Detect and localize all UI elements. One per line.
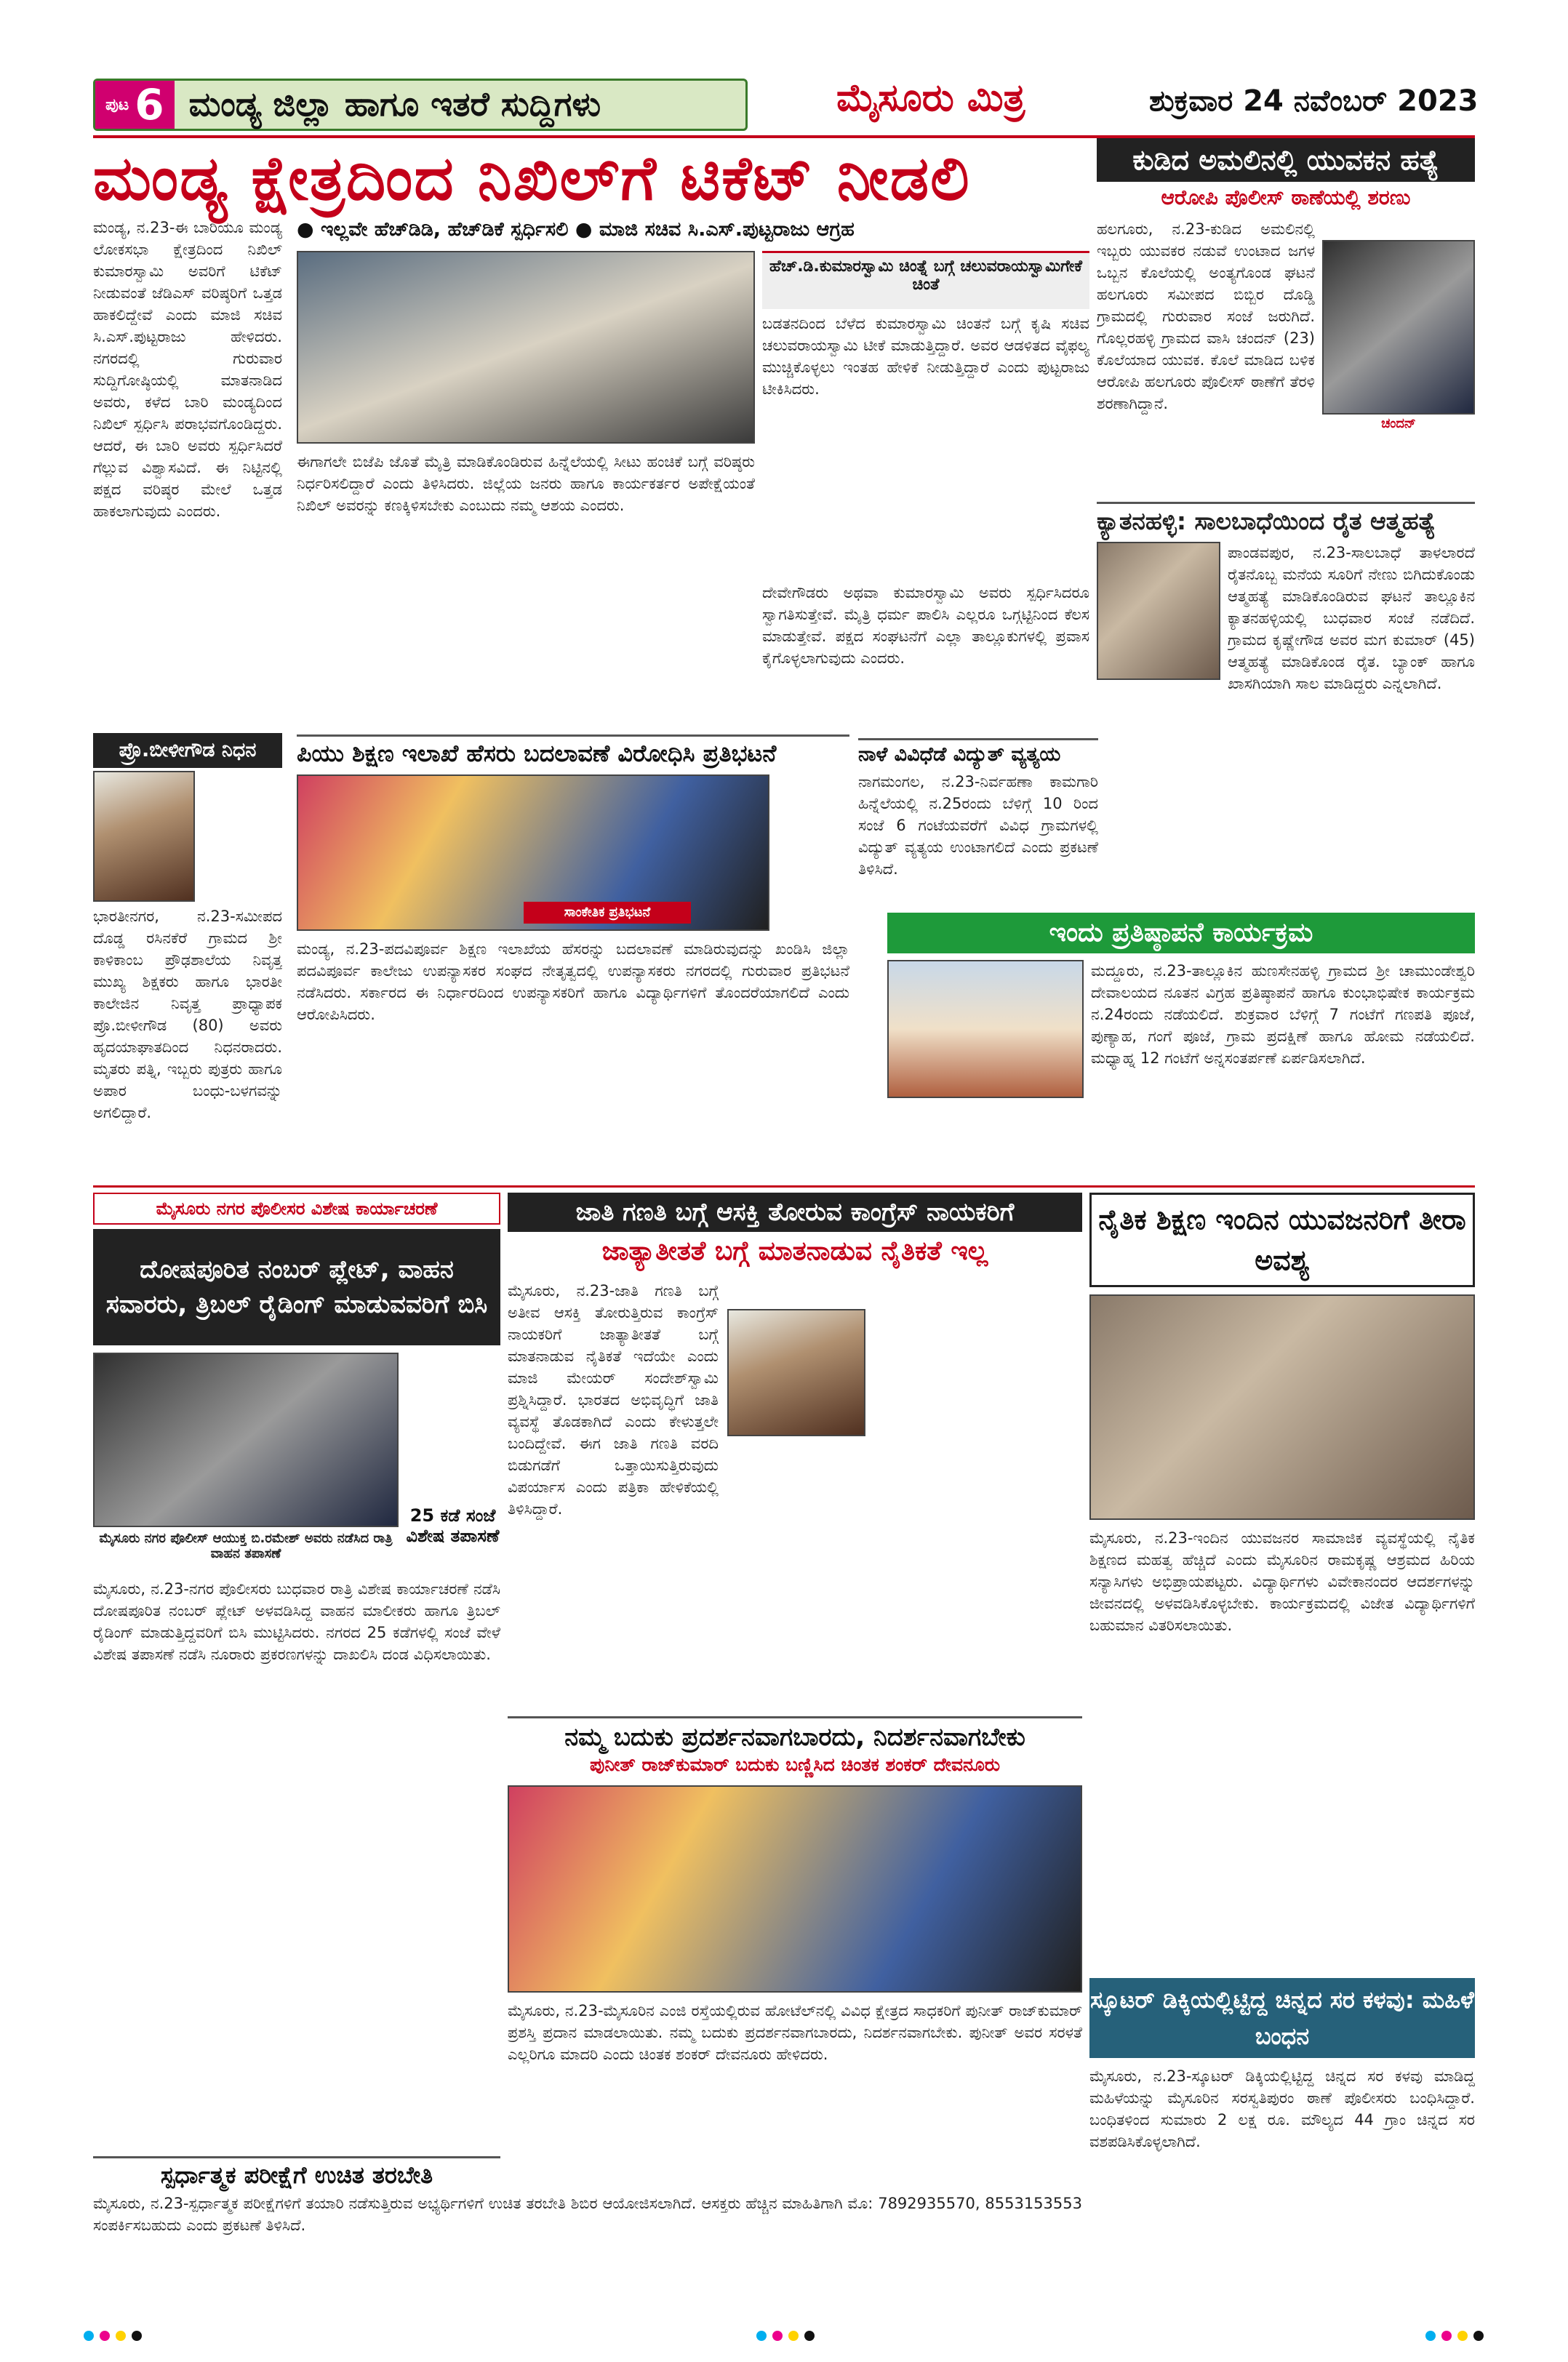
pu-headline: ಪಿಯು ಶಿಕ್ಷಣ ಇಲಾಖೆ ಹೆಸರು ಬದಲಾವಣೆ ವಿರೋಧಿಸಿ ಪ್ರತಿಭಟನೆ [297, 734, 849, 768]
caste-headline: ಜಾತಿ ಗಣತಿ ಬಗ್ಗೆ ಆಸಕ್ತಿ ತೋರುವ ಕಾಂಗ್ರೆಸ್ ನಾಯಕರಿಗೆ [508, 1193, 1082, 1232]
page-number-box [95, 81, 175, 129]
lead-inset-text: ಬಡತನದಿಂದ ಬೆಳೆದ ಕುಮಾರಸ್ವಾಮಿ ಚಿಂತನೆ ಬಗ್ಗೆ ಕೃಷಿ ಸಚಿವ ಚಲುವರಾಯಸ್ವಾಮಿ ಟೀಕೆ ಮಾಡುತ್ತಿದ್ದಾರೆ. ಅವರ ಆಡಳಿತದ ವೈಫಲ್ಯ ಮುಚ್ಚಿಕೊಳ್ಳಲು ಇಂತಹ ಹೇಳಿಕೆ ನೀಡುತ್ತಿದ್ದಾರೆ ಎಂದು ಪುಟ್ಟರಾಜು ಟೀಕಿಸಿದರು. [762, 315, 1089, 398]
police-headline: ದೋಷಪೂರಿತ ನಂಬರ್ ಪ್ಲೇಟ್, ವಾಹನ ಸವಾರರು, ತ್ರಿಬಲ್ ರೈಡಿಂಗ್ ಮಾಡುವವರಿಗೆ ಬಿಸಿ [93, 1229, 500, 1345]
lead-subhead: ● ಇಲ್ಲವೇ ಹೆಚ್‌ಡಿಡಿ, ಹೆಚ್‌ಡಿಕೆ ಸ್ಪರ್ಧಿಸಲಿ ● ಮಾಜಿ ಸಚಿವ ಸಿ.ಎಸ್.ಪುಟ್ಟರಾಜು ಆಗ್ರಹ [297, 218, 855, 241]
page-label: ಪುಟ [105, 95, 129, 114]
issue-date: ಶುಕ್ರವಾರ 24 ನವೆಂಬರ್ 2023 [1149, 84, 1479, 118]
crime-subhead: ಆರೋಪಿ ಪೊಲೀಸ್ ಠಾಣೆಯಲ್ಲಿ ಶರಣು [1161, 185, 1411, 209]
mid-page-rule [93, 1185, 1475, 1188]
crime-banner: ಕುಡಿದ ಅಮಲಿನಲ್ಲಿ ಯುವಕನ ಹತ್ಯೆ [1097, 138, 1475, 182]
registration-marks-center [756, 2331, 815, 2341]
caste-text: ಮೈಸೂರು, ನ.23-ಜಾತಿ ಗಣತಿ ಬಗ್ಗೆ ಅತೀವ ಆಸಕ್ತಿ ತೋರುತ್ತಿರುವ ಕಾಂಗ್ರೆಸ್ ನಾಯಕರಿಗೆ ಜಾತ್ಯಾತೀತತೆ ಬಗ್ಗೆ ಮಾತನಾಡುವ ನೈತಿಕತೆ ಇದೆಯೇ ಎಂದು ಮಾಜಿ ಮೇಯರ್ ಸಂದೇಶ್‌ಸ್ವಾಮಿ ಪ್ರಶ್ನಿಸಿದ್ದಾರೆ. ಭಾರತದ ಅಭಿವೃದ್ಧಿಗೆ ಜಾತಿ ವ್ಯವಸ್ಥೆ ತೊಡಕಾಗಿದೆ ಎಂದು ಕೇಳುತ್ತಲೇ ಬಂದಿದ್ದೇವೆ. ಈಗ ಜಾತಿ ಗಣತಿ ವರದಿ ಬಿಡುಗಡೆಗೆ ಒತ್ತಾಯಿಸುತ್ತಿರುವುದು ವಿಪರ್ಯಾಸ ಎಂದು ಪತ್ರಿಕಾ ಹೇಳಿಕೆಯಲ್ಲಿ ತಿಳಿಸಿದ್ದಾರೆ. [508, 1282, 719, 1518]
crime-photo-caption: ಚಂದನ್ [1381, 416, 1416, 431]
farmer-text: ಪಾಂಡವಪುರ, ನ.23-ಸಾಲಬಾಧೆ ತಾಳಲಾರದೆ ರೈತನೊಬ್ಬ ಮನೆಯ ಸೂರಿಗೆ ನೇಣು ಬಿಗಿದುಕೊಂಡು ಆತ್ಮಹತ್ಯೆ ಮಾಡಿಕೊಂಡಿರುವ ಘಟನೆ ತಾಲ್ಲೂಕಿನ ಕ್ಯಾತನಹಳ್ಳಿಯಲ್ಲಿ ಬುಧವಾರ ಸಂಜೆ ನಡೆದಿದೆ. ಗ್ರಾಮದ ಕೃಷ್ಣೇಗೌಡ ಅವರ ಮಗ ಕುಮಾರ್ (45) ಆತ್ಮಹತ್ಯೆ ಮಾಡಿಕೊಂಡ ರೈತ. ಬ್ಯಾಂಕ್ ಹಾಗೂ ಖಾಸಗಿಯಾಗಿ ಸಾಲ ಮಾಡಿದ್ದರು ಎನ್ನಲಾಗಿದೆ. [1228, 544, 1475, 692]
police-text: ಮೈಸೂರು, ನ.23-ನಗರ ಪೊಲೀಸರು ಬುಧವಾರ ರಾತ್ರಿ ವಿಶೇಷ ಕಾರ್ಯಾಚರಣೆ ನಡೆಸಿ ದೋಷಪೂರಿತ ನಂಬರ್ ಪ್ಲೇಟ್ ಅಳವಡಿಸಿದ್ದ ವಾಹನ ಮಾಲೀಕರು ಹಾಗೂ ತ್ರಿಬಲ್ ರೈಡಿಂಗ್ ಮಾಡುತ್ತಿದ್ದವರಿಗೆ ಬಿಸಿ ಮುಟ್ಟಿಸಿದರು. ನಗರದ 25 ಕಡೆಗಳಲ್ಲಿ ಸಂಜೆ ವೇಳೆ ವಿಶೇಷ ತಪಾಸಣೆ ನಡೆಸಿ ನೂರಾರು ಪ್ರಕರಣಗಳನ್ನು ದಾಖಲಿಸಿ ದಂಡ ವಿಧಿಸಲಾಯಿತು. [93, 1580, 500, 1663]
registration-marks-right [1425, 2331, 1484, 2341]
exam-text: ಮೈಸೂರು, ನ.23-ಸ್ಪರ್ಧಾತ್ಮಕ ಪರೀಕ್ಷೆಗಳಿಗೆ ತಯಾರಿ ನಡೆಸುತ್ತಿರುವ ಅಭ್ಯರ್ಥಿಗಳಿಗೆ ಉಚಿತ ತರಬೇತಿ ಶಿಬಿರ ಆಯೋಜಿಸಲಾಗಿದೆ. ಆಸಕ್ತರು ಹೆಚ್ಚಿನ ಮಾಹಿತಿಗಾಗಿ ಮೊ: 7892935570, 8553153553 ಸಂಪರ್ಕಿಸಬಹುದು ಎಂದು ಪ್ರಕಟಣೆ ತಿಳಿಸಿದೆ. [93, 2195, 1082, 2234]
crime-text: ಹಲಗೂರು, ನ.23-ಕುಡಿದ ಅಮಲಿನಲ್ಲಿ ಇಬ್ಬರು ಯುವಕರ ನಡುವೆ ಉಂಟಾದ ಜಗಳ ಒಬ್ಬನ ಕೊಲೆಯಲ್ಲಿ ಅಂತ್ಯಗೊಂಡ ಘಟನೆ ಹಲಗೂರು ಸಮೀಪದ ಬಿಬ್ಬಿರ ದೊಡ್ಡಿ ಗ್ರಾಮದಲ್ಲಿ ಗುರುವಾರ ಸಂಜೆ ಜರುಗಿದೆ. ಗೊಲ್ಲರಹಳ್ಳಿ ಗ್ರಾಮದ ವಾಸಿ ಚಂದನ್ (23) ಕೊಲೆಯಾದ ಯುವಕ. ಕೊಲೆ ಮಾಡಿದ ಬಳಿಕ ಆರೋಪಿ ಹಲಗೂರು ಪೊಲೀಸ್ ಠಾಣೆಗೆ ತೆರಳಿ ಶರಣಾಗಿದ್ದಾನೆ. [1097, 220, 1315, 412]
obituary-photo [93, 771, 195, 902]
pu-text: ಮಂಡ್ಯ, ನ.23-ಪದವಿಪೂರ್ವ ಶಿಕ್ಷಣ ಇಲಾಖೆಯ ಹೆಸರನ್ನು ಬದಲಾವಣೆ ಮಾಡಿರುವುದನ್ನು ಖಂಡಿಸಿ ಜಿಲ್ಲಾ ಪದವಿಪೂರ್ವ ಕಾಲೇಜು ಉಪನ್ಯಾಸಕರ ಸಂಘದ ನೇತೃತ್ವದಲ್ಲಿ ಉಪನ್ಯಾಸಕರು ನಗರದಲ್ಲಿ ಗುರುವಾರ ಪ್ರತಿಭಟನೆ ನಡೆಸಿದರು. ಸರ್ಕಾರದ ಈ ನಿರ್ಧಾರದಿಂದ ಉಪನ್ಯಾಸಕರಿಗೆ ಹಾಗೂ ವಿದ್ಯಾರ್ಥಿಗಳಿಗೆ ತೊಂದರೆಯಾಗಲಿದೆ ಎಂದು ಆರೋಪಿಸಿದರು. [297, 940, 849, 1023]
section-masthead [93, 79, 748, 131]
lead-press-photo [297, 251, 755, 444]
lead-headline: ಮಂಡ್ಯ ಕ್ಷೇತ್ರದಿಂದ ನಿಖಿಲ್‌ಗೆ ಟಿಕೆಟ್ ನೀಡಲಿ [93, 143, 971, 214]
farmer-photo [1097, 542, 1220, 680]
life-award-photo [508, 1785, 1082, 1993]
section-title: ಮಂಡ್ಯ ಜಿಲ್ಲಾ ಹಾಗೂ ಇತರೆ ಸುದ್ದಿಗಳು [188, 84, 601, 124]
lead-column-2: ಈಗಾಗಲೇ ಬಿಜೆಪಿ ಜೊತೆ ಮೈತ್ರಿ ಮಾಡಿಕೊಂಡಿರುವ ಹಿನ್ನೆಲೆಯಲ್ಲಿ ಸೀಟು ಹಂಚಿಕೆ ಬಗ್ಗೆ ವರಿಷ್ಠರು ನಿರ್ಧರಿಸಲಿದ್ದಾರೆ ಎಂದು ತಿಳಿಸಿದರು. ಜಿಲ್ಲೆಯ ಜನರು ಹಾಗೂ ಕಾರ್ಯಕರ್ತರ ಅಪೇಕ್ಷೆಯಂತೆ ನಿಖಿಲ್ ಅವರನ್ನು ಕಣಕ್ಕಿಳಿಸಬೇಕು ಎಂಬುದು ನಮ್ಮ ಆಶಯ ಎಂದರು. [297, 453, 755, 514]
obituary-text: ಭಾರತೀನಗರ, ನ.23-ಸಮೀಪದ ದೊಡ್ಡ ರಸಿನಕೆರೆ ಗ್ರಾಮದ ಶ್ರೀ ಕಾಳಿಕಾಂಬ ಪ್ರೌಢಶಾಲೆಯ ನಿವೃತ್ತ ಮುಖ್ಯ ಶಿಕ್ಷಕರು ಹಾಗೂ ಭಾರತೀ ಕಾಲೇಜಿನ ನಿವೃತ್ತ ಪ್ರಾಧ್ಯಾಪಕ ಪ್ರೊ.ಬೀಳೀಗೌಡ (80) ಅವರು ಹೃದಯಾಘಾತದಿಂದ ನಿಧನರಾದರು. ಮೃತರು ಪತ್ನಿ, ಇಬ್ಬರು ಪುತ್ರರು ಹಾಗೂ ಅಪಾರ ಬಂಧು-ಬಳಗವನ್ನು ಅಗಲಿದ್ದಾರೆ. [93, 908, 282, 1121]
event-banner: ಇಂದು ಪ್ರತಿಷ್ಠಾಪನೆ ಕಾರ್ಯಕ್ರಮ [887, 913, 1475, 953]
police-side-head: 25 ಕಡೆ ಸಂಜೆ ವಿಶೇಷ ತಪಾಸಣೆ [404, 1505, 502, 1546]
life-headline: ನಮ್ಮ ಬದುಕು ಪ್ರದರ್ಶನವಾಗಬಾರದು, ನಿದರ್ಶನವಾಗಬೇಕು [508, 1716, 1082, 1752]
electricity-headline: ನಾಳೆ ವಿವಿಧೆಡೆ ವಿದ್ಯುತ್ ವ್ಯತ್ಯಯ [858, 738, 1098, 766]
paper-name: ಮೈಸೂರು ಮಿತ್ರ [836, 76, 1025, 120]
obituary-headline: ಪ್ರೊ.ಬೀಳೀಗೌಡ ನಿಧನ [93, 733, 282, 768]
registration-marks-left [84, 2331, 142, 2341]
caste-speaker-photo [727, 1309, 865, 1436]
event-temple-photo [887, 960, 1084, 1098]
chain-text: ಮೈಸೂರು, ನ.23-ಸ್ಕೂಟರ್ ಡಿಕ್ಕಿಯಲ್ಲಿಟ್ಟಿದ್ದ ಚಿನ್ನದ ಸರ ಕಳವು ಮಾಡಿದ್ದ ಮಹಿಳೆಯನ್ನು ಮೈಸೂರಿನ ಸರಸ್ವತಿಪುರಂ ಠಾಣೆ ಪೊಲೀಸರು ಬಂಧಿಸಿದ್ದಾರೆ. ಬಂಧಿತಳಿಂದ ಸುಮಾರು 2 ಲಕ್ಷ ರೂ. ಮೌಲ್ಯದ 44 ಗ್ರಾಂ ಚಿನ್ನದ ಸರ ವಶಪಡಿಸಿಕೊಳ್ಳಲಾಗಿದೆ. [1089, 2067, 1475, 2150]
life-subhead: ಪುನೀತ್ ರಾಜ್‌ಕುಮಾರ್ ಬದುಕು ಬಣ್ಣಿಸಿದ ಚಿಂತಕ ಶಂಕರ್ ದೇವನೂರು [589, 1754, 1001, 1775]
police-photo [93, 1353, 399, 1527]
farmer-headline: ಕ್ಯಾತನಹಳ್ಳಿ: ಸಾಲಬಾಧೆಯಿಂದ ರೈತ ಆತ್ಮಹತ್ಯೆ [1097, 502, 1475, 536]
lead-column-3: ದೇವೇಗೌಡರು ಅಥವಾ ಕುಮಾರಸ್ವಾಮಿ ಅವರು ಸ್ಪರ್ಧಿಸಿದರೂ ಸ್ವಾಗತಿಸುತ್ತೇವೆ. ಮೈತ್ರಿ ಧರ್ಮ ಪಾಲಿಸಿ ಎಲ್ಲರೂ ಒಗ್ಗಟ್ಟಿನಿಂದ ಕೆಲಸ ಮಾಡುತ್ತೇವೆ. ಪಕ್ಷದ ಸಂಘಟನೆಗೆ ಎಲ್ಲಾ ತಾಲ್ಲೂಕುಗಳಲ್ಲಿ ಪ್ರವಾಸ ಕೈಗೊಳ್ಳಲಾಗುವುದು ಎಂದರು. [762, 584, 1089, 667]
crime-victim-photo [1322, 240, 1475, 415]
lead-column-1: ಮಂಡ್ಯ, ನ.23-ಈ ಬಾರಿಯೂ ಮಂಡ್ಯ ಲೋಕಸಭಾ ಕ್ಷೇತ್ರದಿಂದ ನಿಖಿಲ್ ಕುಮಾರಸ್ವಾಮಿ ಅವರಿಗೆ ಟಿಕೆಟ್ ನೀಡುವಂತೆ ಜೆಡಿಎಸ್ ವರಿಷ್ಠರಿಗೆ ಒತ್ತಡ ಹಾಕಲಿದ್ದೇವೆ ಎಂದು ಮಾಜಿ ಸಚಿವ ಸಿ.ಎಸ್.ಪುಟ್ಟರಾಜು ಹೇಳಿದರು. ನಗರದಲ್ಲಿ ಗುರುವಾರ ಸುದ್ದಿಗೋಷ್ಠಿಯಲ್ಲಿ ಮಾತನಾಡಿದ ಅವರು, ಕಳೆದ ಬಾರಿ ಮಂಡ್ಯದಿಂದ ನಿಖಿಲ್ ಸ್ಪರ್ಧಿಸಿ ಪರಾಭವಗೊಂಡಿದ್ದರು. ಆದರೆ, ಈ ಬಾರಿ ಅವರು ಸ್ಪರ್ಧಿಸಿದರೆ ಗೆಲ್ಲುವ ವಿಶ್ವಾಸವಿದೆ. ಈ ನಿಟ್ಟಿನಲ್ಲಿ ಪಕ್ಷದ ವರಿಷ್ಠರ ಮೇಲೆ ಒತ್ತಡ ಹಾಕಲಾಗುವುದು ಎಂದರು. [93, 219, 282, 520]
event-text: ಮದ್ದೂರು, ನ.23-ತಾಲ್ಲೂಕಿನ ಹುಣಸೇನಹಳ್ಳಿ ಗ್ರಾಮದ ಶ್ರೀ ಚಾಮುಂಡೇಶ್ವರಿ ದೇವಾಲಯದ ನೂತನ ವಿಗ್ರಹ ಪ್ರತಿಷ್ಠಾಪನೆ ಹಾಗೂ ಕುಂಭಾಭಿಷೇಕ ಕಾರ್ಯಕ್ರಮ ನ.24ರಂದು ನಡೆಯಲಿದೆ. ಶುಕ್ರವಾರ ಬೆಳಿಗ್ಗೆ 7 ಗಂಟೆಗೆ ಗಣಪತಿ ಪೂಜೆ, ಪುಣ್ಯಾಹ, ಗಂಗೆ ಪೂಜೆ, ಗ್ರಾಮ ಪ್ರದಕ್ಷಿಣೆ ಹಾಗೂ ಹೋಮ ನಡೆಯಲಿದೆ. ಮಧ್ಯಾಹ್ನ 12 ಗಂಟೆಗೆ ಅನ್ನಸಂತರ್ಪಣೆ ಏರ್ಪಡಿಸಲಾಗಿದೆ. [1091, 962, 1475, 1067]
lead-inset-head: ಹೆಚ್.ಡಿ.ಕುಮಾರಸ್ವಾಮಿ ಚಿಂತ್ನೆ ಬಗ್ಗೆ ಚಲುವರಾಯಸ್ವಾಮಿಗೇಕೆ ಚಿಂತೆ [762, 251, 1089, 309]
electricity-text: ನಾಗಮಂಗಲ, ನ.23-ನಿರ್ವಹಣಾ ಕಾಮಗಾರಿ ಹಿನ್ನೆಲೆಯಲ್ಲಿ ನ.25ರಂದು ಬೆಳಿಗ್ಗೆ 10 ರಿಂದ ಸಂಜೆ 6 ಗಂಟೆಯವರೆಗೆ ವಿವಿಧ ಗ್ರಾಮಗಳಲ್ಲಿ ವಿದ್ಯುತ್ ವ್ಯತ್ಯಯ ಉಂಟಾಗಲಿದೆ ಎಂದು ಪ್ರಕಟಣೆ ತಿಳಿಸಿದೆ. [858, 773, 1098, 878]
moral-event-photo [1089, 1294, 1475, 1520]
moral-headline: ನೈತಿಕ ಶಿಕ್ಷಣ ಇಂದಿನ ಯುವಜನರಿಗೆ ತೀರಾ ಅವಶ್ಯ [1089, 1193, 1475, 1287]
life-text: ಮೈಸೂರು, ನ.23-ಮೈಸೂರಿನ ಎಂಜಿ ರಸ್ತೆಯಲ್ಲಿರುವ ಹೋಟೆಲ್‌ನಲ್ಲಿ ವಿವಿಧ ಕ್ಷೇತ್ರದ ಸಾಧಕರಿಗೆ ಪುನೀತ್ ರಾಜ್‌ಕುಮಾರ್ ಪ್ರಶಸ್ತಿ ಪ್ರದಾನ ಮಾಡಲಾಯಿತು. ನಮ್ಮ ಬದುಕು ಪ್ರದರ್ಶನವಾಗಬಾರದು, ನಿದರ್ಶನವಾಗಬೇಕು. ಪುನೀತ್ ಅವರ ಸರಳತೆ ಎಲ್ಲರಿಗೂ ಮಾದರಿ ಎಂದು ಚಿಂತಕ ಶಂಕರ್ ದೇವನೂರು ಹೇಳಿದರು. [508, 2002, 1082, 2063]
police-photo-caption: ಮೈಸೂರು ನಗರ ಪೊಲೀಸ್ ಆಯುಕ್ತ ಬಿ.ರಮೇಶ್ ಅವರು ನಡೆಸಿದ ರಾತ್ರಿ ವಾಹನ ತಪಾಸಣೆ [99, 1531, 393, 1561]
page-number: 6 [135, 80, 164, 129]
police-section-banner: ಮೈಸೂರು ನಗರ ಪೊಲೀಸರ ವಿಶೇಷ ಕಾರ್ಯಾಚರಣೆ [93, 1193, 500, 1225]
exam-headline: ಸ್ಪರ್ಧಾತ್ಮಕ ಪರೀಕ್ಷೆಗೆ ಉಚಿತ ತರಬೇತಿ [93, 2156, 500, 2190]
moral-text: ಮೈಸೂರು, ನ.23-ಇಂದಿನ ಯುವಜನರ ಸಾಮಾಜಿಕ ವ್ಯವಸ್ಥೆಯಲ್ಲಿ ನೈತಿಕ ಶಿಕ್ಷಣದ ಮಹತ್ವ ಹೆಚ್ಚಿದೆ ಎಂದು ಮೈಸೂರಿನ ರಾಮಕೃಷ್ಣ ಆಶ್ರಮದ ಹಿರಿಯ ಸನ್ಯಾಸಿಗಳು ಅಭಿಪ್ರಾಯಪಟ್ಟರು. ವಿದ್ಯಾರ್ಥಿಗಳು ವಿವೇಕಾನಂದರ ಆದರ್ಶಗಳನ್ನು ಜೀವನದಲ್ಲಿ ಅಳವಡಿಸಿಕೊಳ್ಳಬೇಕು. ಕಾರ್ಯಕ್ರಮದಲ್ಲಿ ವಿಜೇತ ವಿದ್ಯಾರ್ಥಿಗಳಿಗೆ ಬಹುಮಾನ ವಿತರಿಸಲಾಯಿತು. [1089, 1529, 1475, 1634]
pu-protest-banner: ಸಾಂಕೇತಿಕ ಪ್ರತಿಭಟನೆ [524, 902, 691, 924]
chain-headline: ಸ್ಕೂಟರ್ ಡಿಕ್ಕಿಯಲ್ಲಿಟ್ಟಿದ್ದ ಚಿನ್ನದ ಸರ ಕಳವು: ಮಹಿಳೆ ಬಂಧನ [1089, 1978, 1475, 2058]
caste-subhead: ಜಾತ್ಯಾತೀತತೆ ಬಗ್ಗೆ ಮಾತನಾಡುವ ನೈತಿಕತೆ ಇಲ್ಲ [601, 1236, 988, 1266]
